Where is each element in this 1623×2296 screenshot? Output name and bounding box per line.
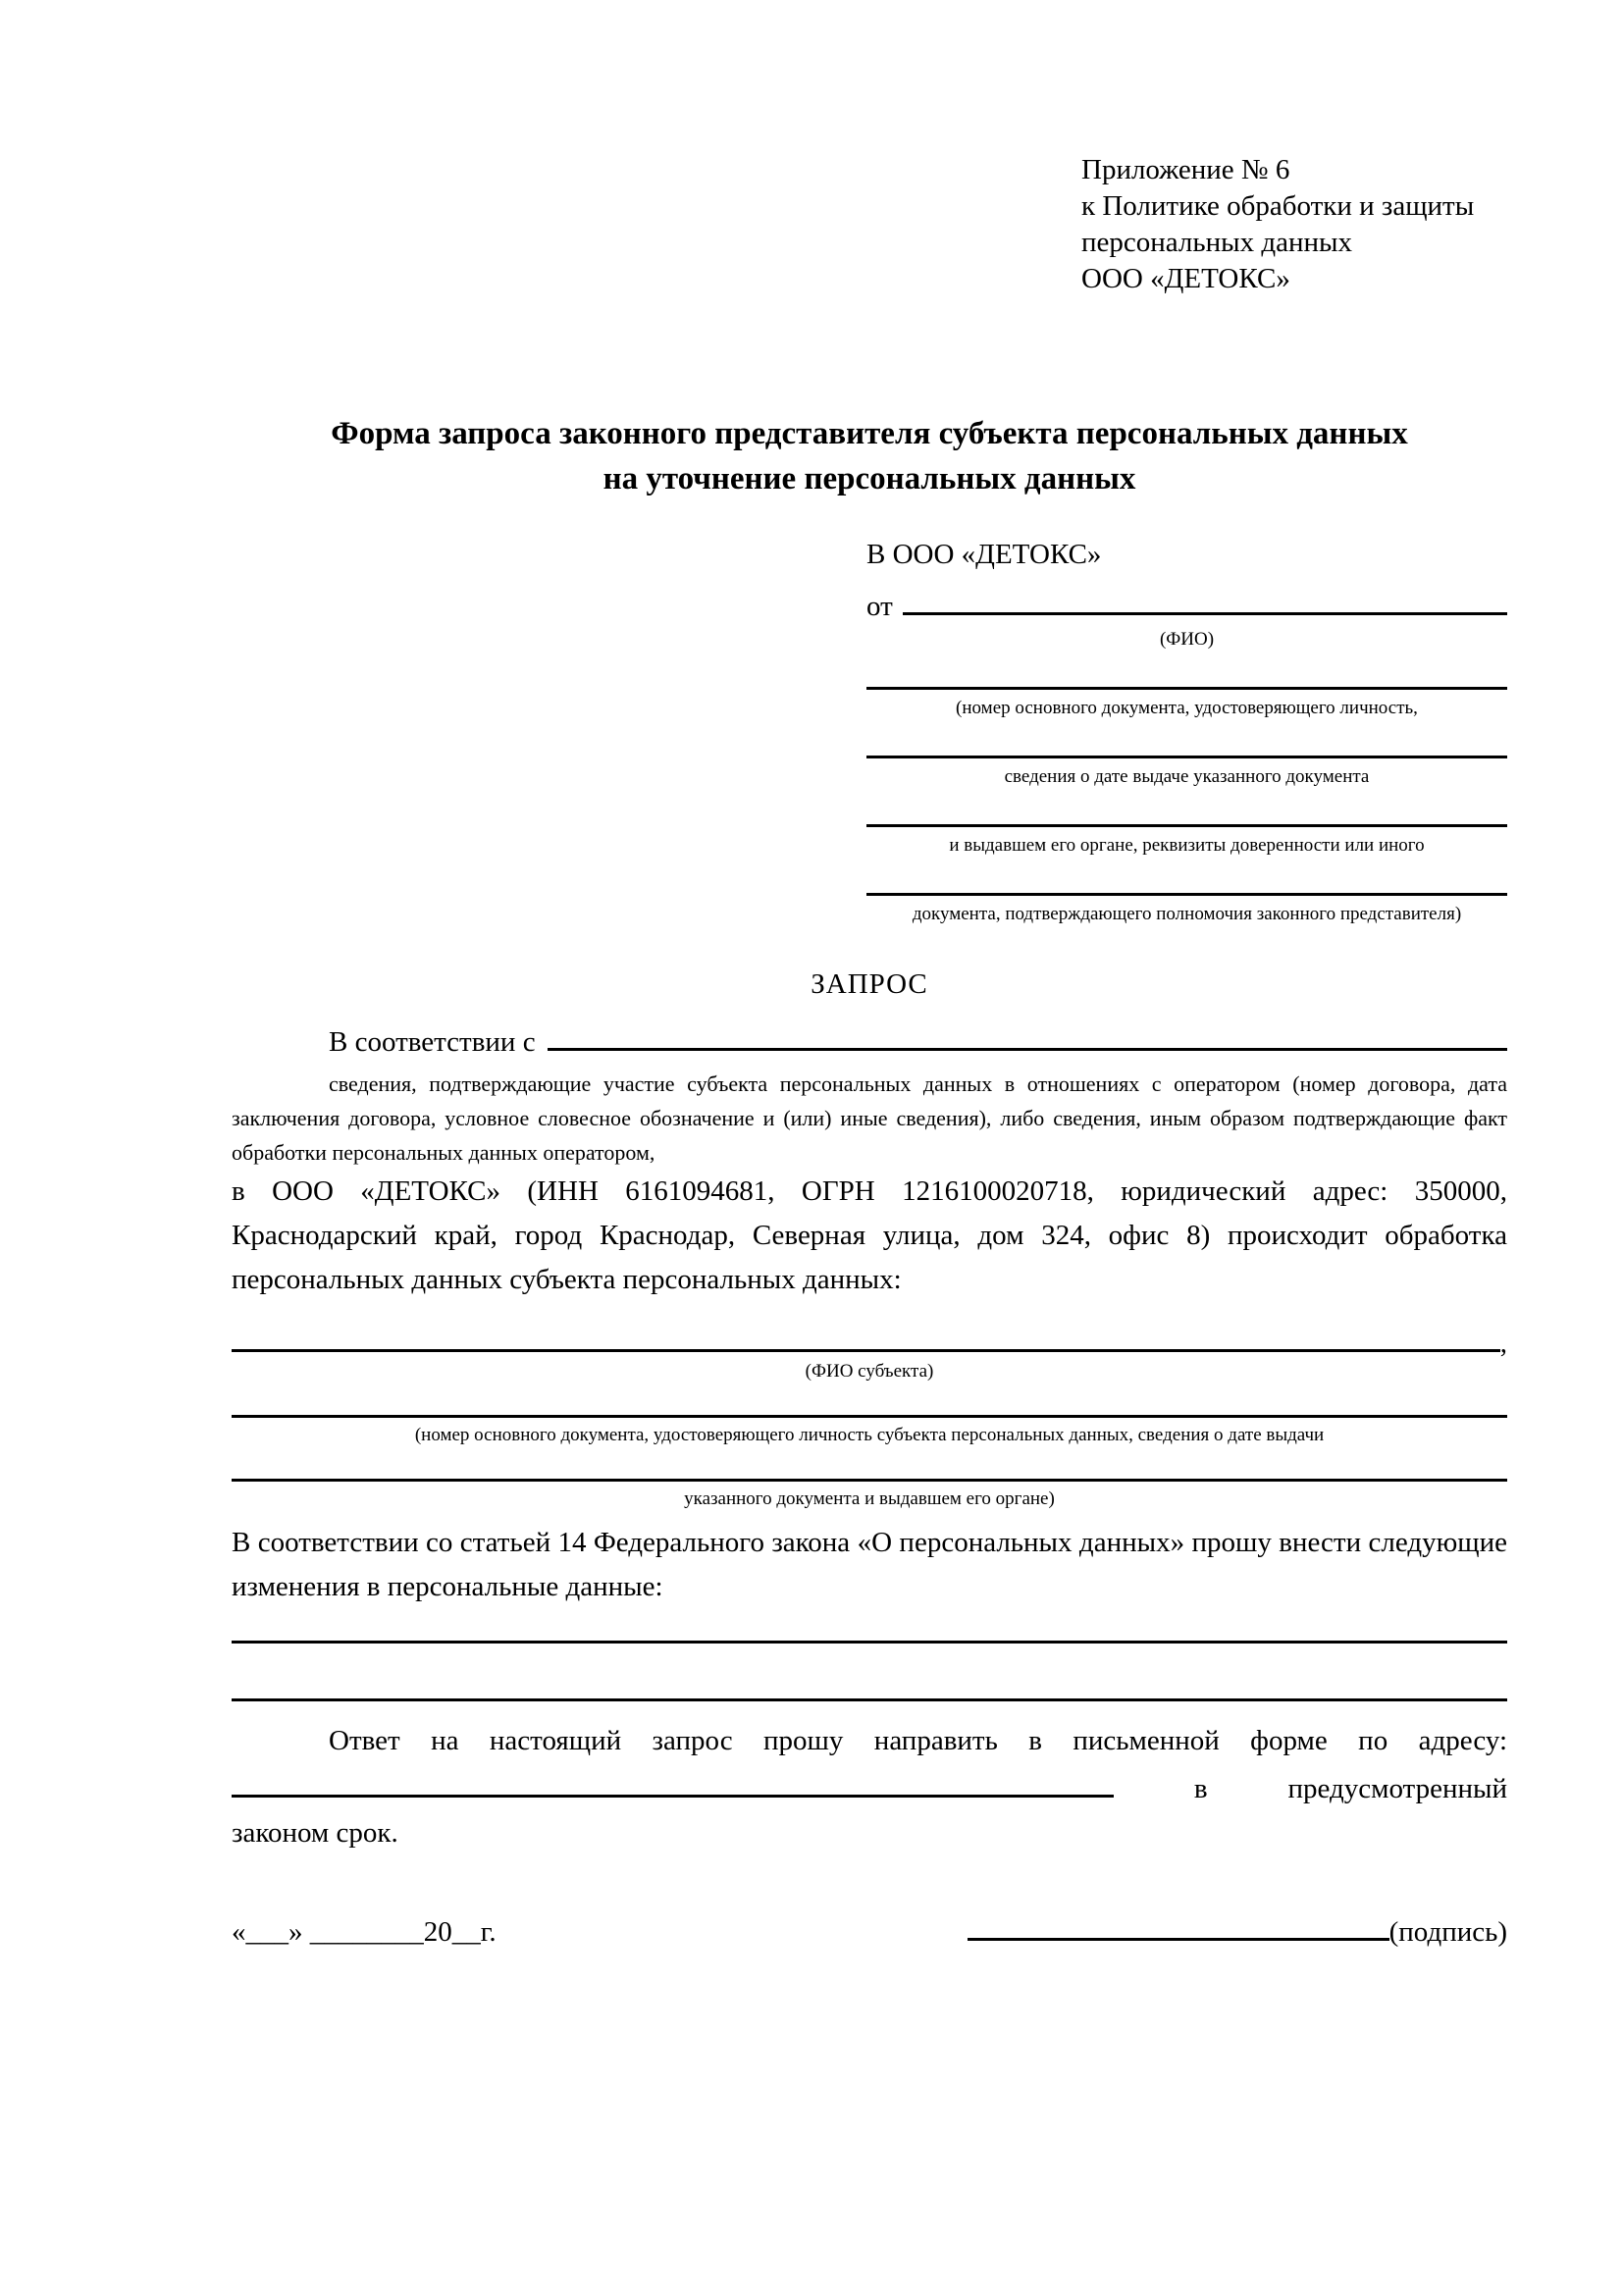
trailing-comma: , — [1499, 1328, 1507, 1359]
subject-doc-blank-line — [232, 1479, 1507, 1482]
blank-line — [866, 756, 1507, 758]
explanatory-note: сведения, подтверждающие участие субъекта персональных данных в отношениях с оператором (номер договора, дата заключения договора, условное словесное обозначение и (или) иные сведения), либо сведения, иным образом подтверждающие факт обработки персональных данных оператором, — [232, 1071, 1507, 1165]
appendix-line: ООО «ДЕТОКС» — [1081, 263, 1290, 294]
blank-line — [866, 824, 1507, 827]
signature-caption: (подпись) — [1388, 1916, 1507, 1948]
document-content — [232, 152, 1507, 1949]
subject-fio-blank-line — [232, 1318, 1500, 1352]
article-paragraph: В соответствии со статьей 14 Федерального закона «О персональных данных» прошу внести следующие изменения в персональные данные: — [232, 1527, 1507, 1602]
answer-mid-word: в — [1193, 1773, 1208, 1804]
subject-fio-caption: (ФИО субъекта) — [805, 1361, 934, 1382]
blank-field-group — [866, 893, 1507, 926]
from-row — [866, 583, 1507, 625]
blank-field-group — [866, 824, 1507, 858]
appendix-line: персональных данных — [1081, 227, 1353, 258]
appendix-line: к Политике обработки и защиты — [1081, 190, 1475, 222]
document-title — [232, 411, 1507, 501]
document-title-line: на уточнение персональных данных — [602, 461, 1136, 496]
document-title-line: Форма запроса законного представителя субъекта персональных данных — [331, 416, 1408, 451]
subject-doc-blank-line — [232, 1415, 1507, 1418]
answer-lead: Ответ на настоящий запрос прошу направить в письменной форме по адресу: — [329, 1725, 1507, 1756]
lead-text: В соответствии с — [329, 1026, 536, 1058]
appendix-line: Приложение № 6 — [1081, 154, 1290, 185]
changes-blank-line — [232, 1641, 1507, 1644]
lead-blank-line — [548, 1017, 1507, 1051]
lead-row — [232, 1017, 1507, 1059]
blank-line — [866, 893, 1507, 896]
addressee-to: В ООО «ДЕТОКС» — [866, 539, 1102, 570]
date-blank: «___» ________20__г. — [232, 1916, 497, 1948]
blank-line-caption: и выдавшем его органе, реквизиты доверенности или иного — [949, 835, 1425, 856]
answer-address-row — [232, 1763, 1507, 1811]
answer-mid-word: предусмотренный — [1287, 1773, 1507, 1804]
answer-tail: законом срок. — [232, 1817, 398, 1849]
blank-field-group — [866, 687, 1507, 720]
operator-paragraph: в ООО «ДЕТОКС» (ИНН 6161094681, ОГРН 1216100020718, юридический адрес: 350000, Краснодарский край, город Краснодар, Северная улица, дом 324, офис 8) происходит обработка персональных данных субъекта персональных данных: — [232, 1175, 1507, 1295]
subject-doc-caption: указанного документа и выдавшем его органе) — [684, 1488, 1055, 1509]
blank-line-caption: документа, подтверждающего полномочия законного представителя) — [912, 904, 1462, 924]
addressee-block — [866, 537, 1507, 926]
blank-field-group — [866, 756, 1507, 789]
subject-fio-row — [232, 1318, 1507, 1360]
from-label: от — [866, 591, 893, 622]
from-blank-line — [903, 583, 1507, 615]
appendix-header — [1081, 152, 1507, 297]
blank-line-caption: сведения о дате выдаче указанного документа — [1004, 766, 1370, 787]
fio-caption: (ФИО) — [1159, 629, 1215, 650]
subject-doc-caption: (номер основного документа, удостоверяющего личность субъекта персональных данных, сведения о дате выдачи — [414, 1425, 1325, 1445]
request-heading: ЗАПРОС — [811, 968, 928, 1000]
date-signature-row — [232, 1906, 1507, 1949]
blank-line — [866, 687, 1507, 690]
blank-line-caption: (номер основного документа, удостоверяющего личность, — [956, 698, 1418, 718]
changes-blank-line — [232, 1698, 1507, 1701]
address-blank-line — [232, 1763, 1114, 1798]
signature-blank-line — [968, 1906, 1389, 1941]
